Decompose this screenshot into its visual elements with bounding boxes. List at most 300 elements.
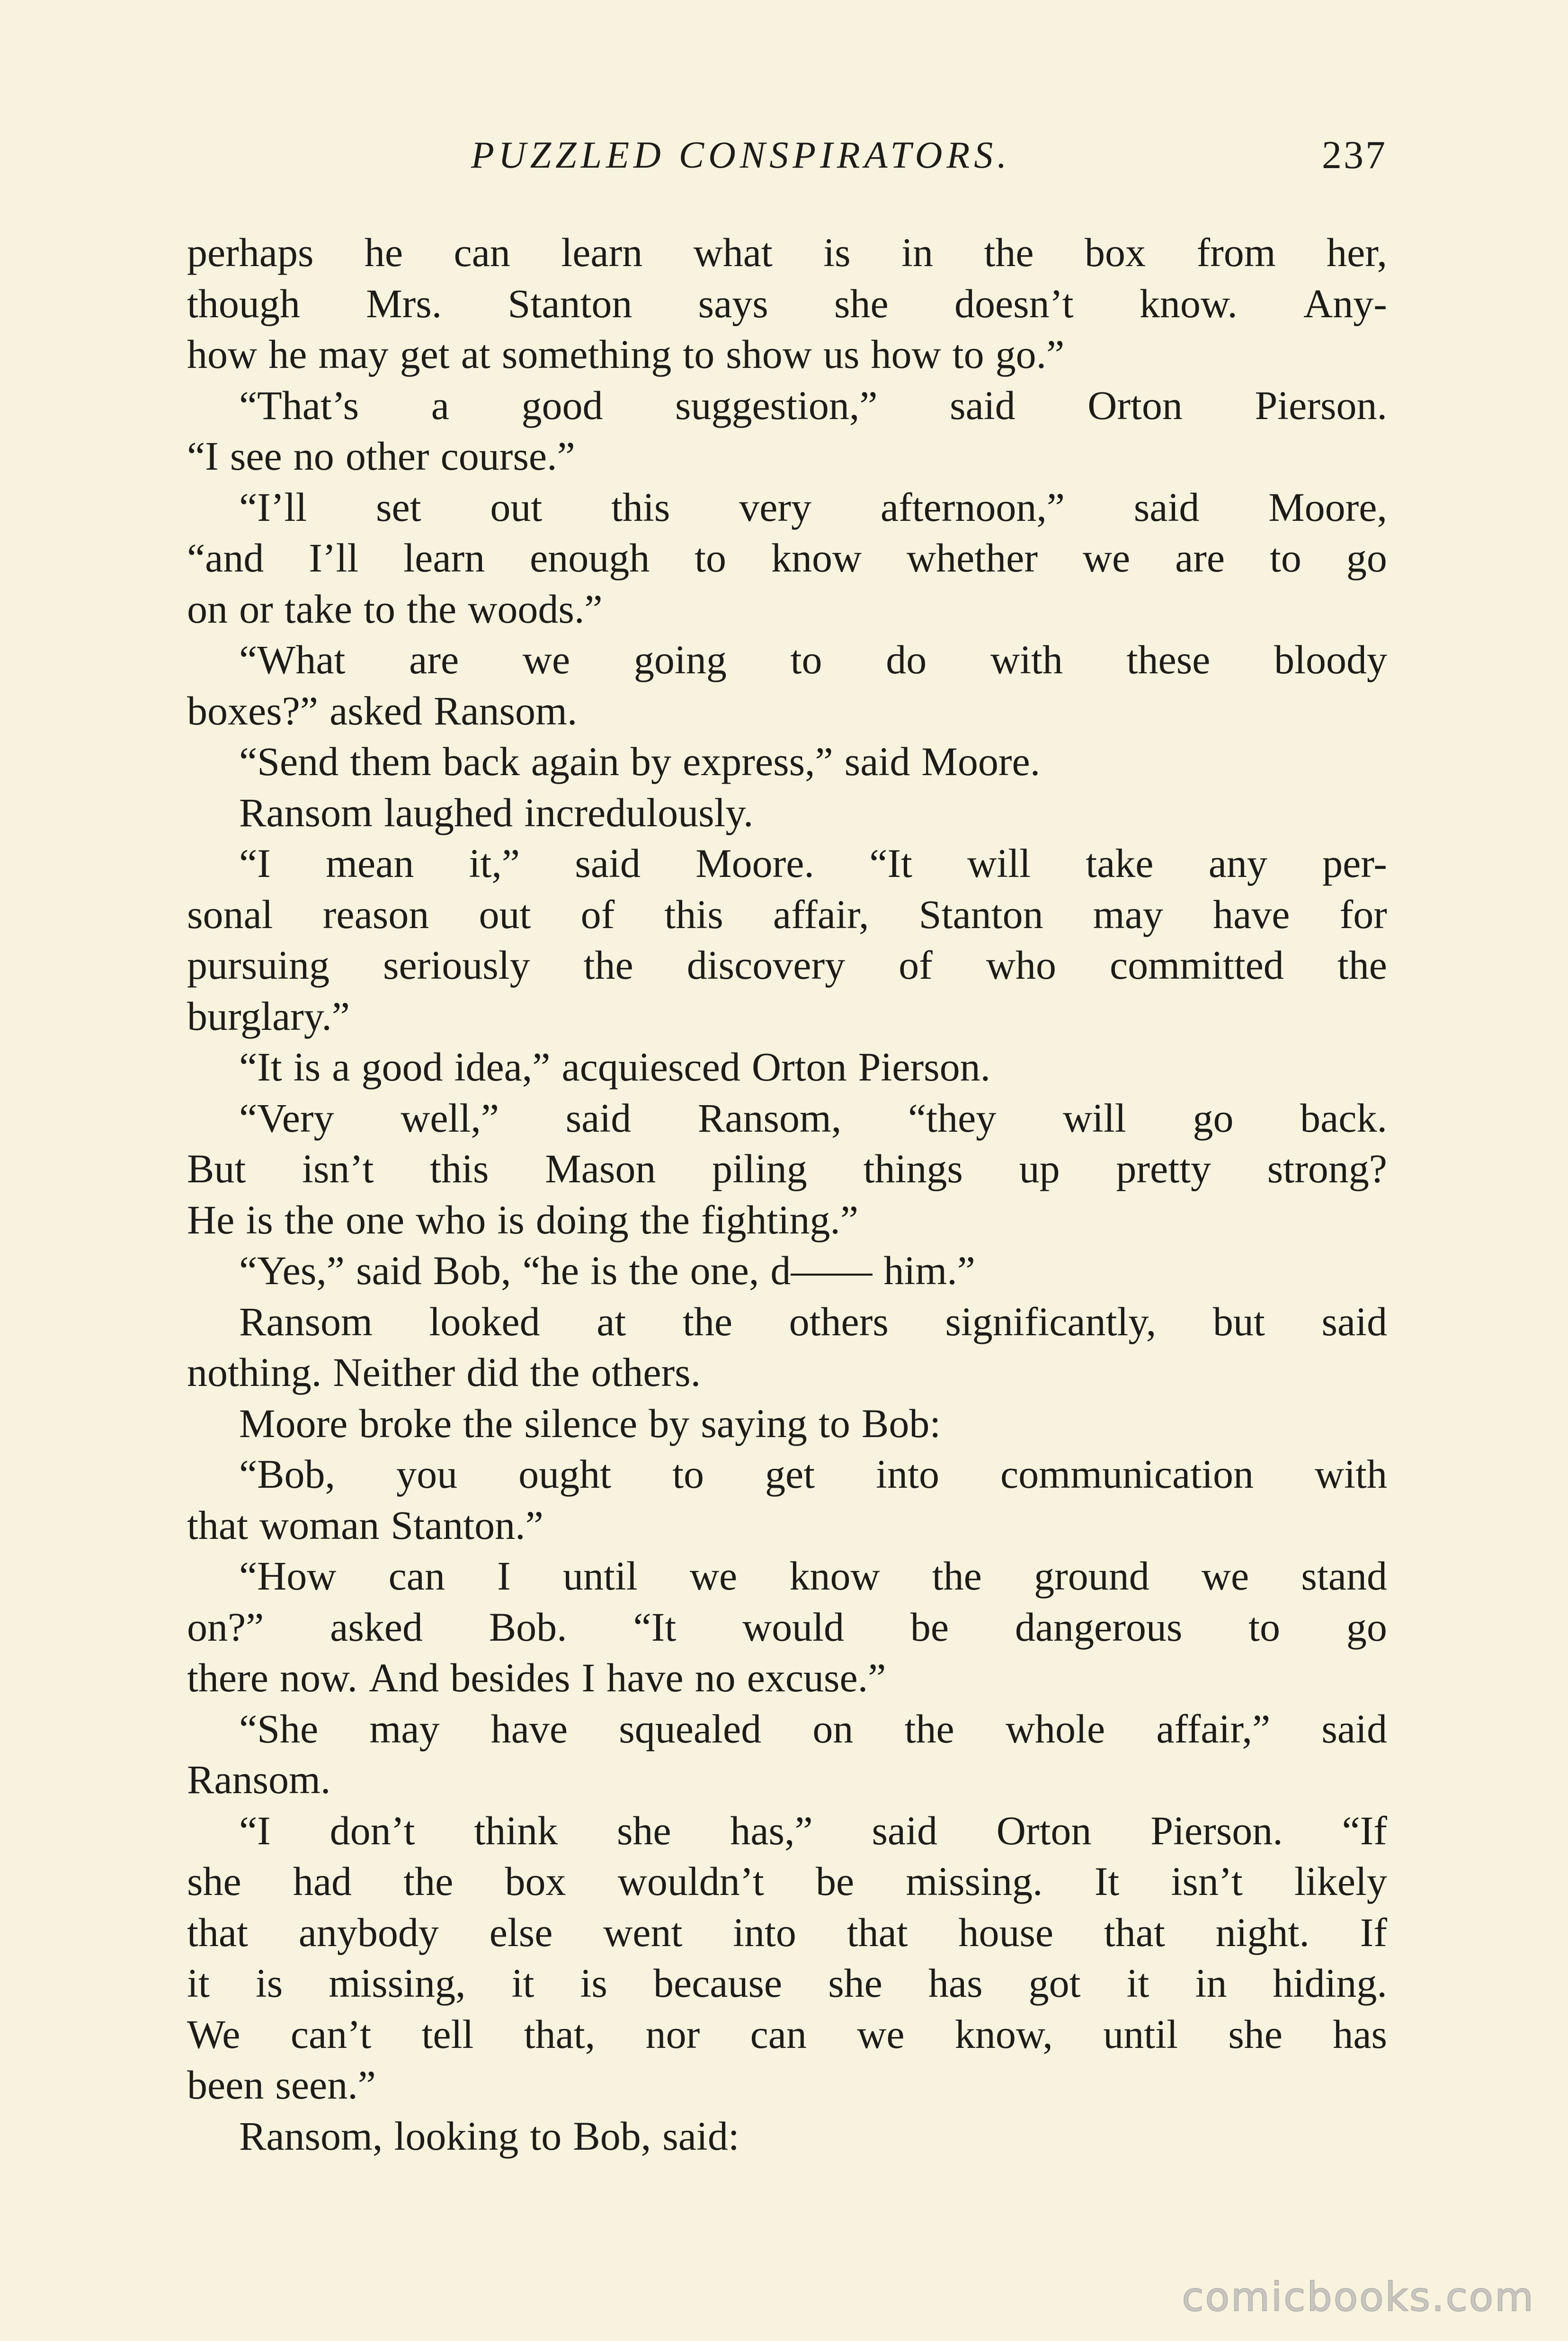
word: “I (239, 1807, 271, 1853)
word: missing, (329, 1960, 466, 2006)
word: Bob. (489, 1604, 567, 1650)
word: to (952, 331, 984, 377)
word: the (463, 1400, 513, 1446)
word: “How (239, 1553, 337, 1599)
word: Moore, (1268, 484, 1387, 530)
word: Pierson. (1150, 1807, 1283, 1853)
word: take (284, 586, 353, 632)
word: ought (518, 1451, 612, 1497)
word: “What (239, 637, 346, 682)
text-line (187, 889, 1387, 940)
word: her, (1327, 230, 1387, 275)
word: house (958, 1909, 1054, 1955)
word: to (672, 1451, 704, 1497)
word: “Bob, (239, 1451, 336, 1497)
word: said (872, 1807, 937, 1853)
word: excuse.” (747, 1655, 886, 1700)
word: take (1086, 840, 1154, 886)
word: go.” (995, 331, 1065, 377)
text-line (187, 1042, 1387, 1093)
word: get (765, 1451, 815, 1497)
word: went (603, 1909, 683, 1955)
word: out (479, 891, 531, 937)
word: who (416, 1197, 486, 1242)
word: what (693, 230, 773, 275)
word: had (293, 1859, 352, 1904)
word: until (563, 1553, 638, 1599)
word: I (497, 1553, 511, 1599)
body-text (187, 227, 1387, 2162)
word: the (1337, 942, 1387, 988)
word: Moore. (921, 739, 1041, 784)
word: “I (239, 840, 271, 886)
word: Ransom. (187, 1757, 331, 1802)
word: nor (645, 2011, 700, 2057)
word: “they (908, 1095, 997, 1141)
word: well,” (401, 1095, 499, 1141)
word: Stanton (918, 891, 1043, 937)
word: get (400, 331, 450, 377)
word: because (653, 1960, 783, 2006)
word: them (350, 739, 432, 784)
word: has (928, 1960, 983, 2006)
word: perhaps (187, 230, 314, 275)
word: will (1062, 1095, 1126, 1141)
word: again (531, 739, 619, 784)
text-line (187, 1093, 1387, 1144)
word: go (1346, 1604, 1387, 1650)
text-line (187, 2009, 1387, 2060)
word: show (726, 331, 812, 377)
word: Ransom (239, 1298, 373, 1344)
word: looking (394, 2113, 519, 2159)
word: tell (421, 2011, 474, 2057)
word: know. (1139, 280, 1238, 326)
word: Any- (1303, 280, 1387, 326)
text-line (187, 1704, 1387, 1755)
word: with (1315, 1451, 1387, 1497)
word: sonal (187, 891, 273, 937)
word: Moore. (695, 840, 814, 886)
word: Orton (1087, 382, 1183, 428)
word: per- (1322, 840, 1387, 886)
word: He (187, 1197, 235, 1242)
word: Orton (996, 1807, 1092, 1853)
word: him.” (883, 1248, 975, 1293)
word: I’ll (309, 535, 359, 581)
word: wouldn’t (617, 1859, 764, 1904)
word: If (1360, 1909, 1387, 1955)
word: the (629, 1248, 679, 1293)
word: the (932, 1553, 982, 1599)
text-line (187, 1754, 1387, 1805)
word: the (284, 1197, 334, 1242)
word: can (454, 230, 510, 275)
word: to (790, 637, 822, 682)
word: in (1195, 1960, 1227, 2006)
word: from (1196, 230, 1276, 275)
word: you (396, 1451, 458, 1497)
word: bloody (1274, 637, 1387, 682)
word: “It (633, 1604, 677, 1650)
word: on (187, 586, 228, 632)
word: box (1085, 230, 1146, 275)
word: are (1175, 535, 1225, 581)
text-line (187, 329, 1387, 380)
word: “Send (239, 739, 339, 784)
word: do (886, 637, 927, 682)
word: things (863, 1146, 963, 1191)
word: “Very (239, 1095, 334, 1141)
word: a (332, 1044, 350, 1090)
word: no (293, 433, 334, 479)
word: saying (701, 1400, 807, 1446)
text-line (187, 482, 1387, 533)
word: did (466, 1349, 519, 1395)
word: anybody (298, 1909, 439, 1955)
word: good (521, 382, 603, 428)
word: can (750, 2011, 807, 2057)
word: is (255, 1960, 283, 2006)
word: to (364, 586, 396, 632)
word: Moore (239, 1400, 348, 1446)
word: “and (187, 535, 264, 581)
word: he (268, 331, 307, 377)
word: going (633, 637, 727, 682)
word: Pierson. (858, 1044, 991, 1090)
text-line (187, 940, 1387, 991)
word: else (489, 1909, 553, 1955)
word: stand (1301, 1553, 1387, 1599)
word: it (187, 1960, 210, 2006)
word: can’t (290, 2011, 372, 2057)
word: night. (1215, 1909, 1310, 1955)
word: doesn’t (954, 280, 1074, 326)
word: afternoon,” (880, 484, 1065, 530)
word: go (1193, 1095, 1234, 1141)
text-line (187, 584, 1387, 635)
word: isn’t (1171, 1859, 1243, 1904)
word: likely (1294, 1859, 1387, 1904)
word: into (876, 1451, 939, 1497)
word: discovery (686, 942, 846, 988)
word: learn (403, 535, 485, 581)
word: said (844, 739, 910, 784)
word: fighting.” (701, 1197, 858, 1242)
word: said (575, 840, 641, 886)
word: boxes?” (187, 688, 318, 733)
word: is (580, 1960, 607, 2006)
word: has,” (730, 1807, 813, 1853)
word: the (583, 942, 633, 988)
word: the (403, 1859, 454, 1904)
word: Ransom, (697, 1095, 842, 1141)
text-line (187, 1856, 1387, 1907)
word: affair, (773, 891, 869, 937)
word: said (356, 1248, 422, 1293)
word: one (345, 1197, 405, 1242)
word: Orton (751, 1044, 847, 1090)
word: asked (330, 688, 422, 733)
word: been (187, 2062, 264, 2108)
word: set (376, 484, 421, 530)
word: Bob, (433, 1248, 511, 1293)
word: one, (690, 1248, 759, 1293)
text-line (187, 991, 1387, 1042)
text-line (187, 634, 1387, 686)
word: we (857, 2011, 905, 2057)
word: is (590, 1248, 618, 1293)
word: that (187, 1909, 248, 1955)
word: though (187, 280, 300, 326)
word: Mason (545, 1146, 656, 1191)
word: reason (322, 891, 429, 937)
word: how (871, 331, 941, 377)
word: would (742, 1604, 845, 1650)
word: Neither (333, 1349, 455, 1395)
word: he (364, 230, 403, 275)
word: of (899, 942, 933, 988)
word: laughed (383, 789, 513, 835)
word: “It (869, 840, 912, 886)
word: is (497, 1197, 525, 1242)
word: think (474, 1807, 558, 1853)
word: woman (259, 1502, 380, 1548)
word: are (409, 637, 459, 682)
word: We (187, 2011, 241, 2057)
word: pretty (1116, 1146, 1212, 1191)
running-title: PUZZLED CONSPIRATORS. (471, 134, 1011, 176)
word: to (1270, 535, 1301, 581)
word: Ransom. (433, 688, 578, 733)
word: by (631, 739, 672, 784)
word: can (388, 1553, 445, 1599)
word: isn’t (302, 1146, 374, 1191)
text-line (187, 1245, 1387, 1296)
word: to (530, 2113, 562, 2159)
word: strong? (1267, 1146, 1387, 1191)
word: Pierson. (1255, 382, 1387, 428)
word: good (361, 1044, 443, 1090)
word: “Yes,” (239, 1248, 345, 1293)
word: this (611, 484, 670, 530)
word: may (318, 331, 389, 377)
word: a (431, 382, 449, 428)
word: dangerous (1015, 1604, 1183, 1650)
text-line (187, 1653, 1387, 1704)
word: see (230, 433, 282, 479)
word: It (1094, 1859, 1120, 1904)
word: silence (524, 1400, 638, 1446)
word: course.” (440, 433, 575, 479)
word: besides (450, 1655, 570, 1700)
word: may (1093, 891, 1163, 937)
word: “If (1342, 1807, 1387, 1853)
word: to (1248, 1604, 1281, 1650)
word: we (1082, 535, 1131, 581)
word: “he (522, 1248, 579, 1293)
word: she (187, 1859, 241, 1904)
word: “She (239, 1706, 319, 1751)
word: seriously (383, 942, 530, 988)
word: But (187, 1146, 246, 1191)
word: out (490, 484, 543, 530)
text-line (187, 533, 1387, 584)
word: we (689, 1553, 738, 1599)
word: on?” (187, 1604, 264, 1650)
word: know (771, 535, 862, 581)
word: have (490, 1706, 568, 1751)
text-line (187, 278, 1387, 330)
word: acquiesced (561, 1044, 740, 1090)
text-line (187, 1500, 1387, 1551)
word: “I (187, 433, 219, 479)
word: or (239, 586, 273, 632)
word: the (530, 1349, 580, 1395)
word: she (828, 1960, 882, 2006)
word: burglary.” (187, 993, 350, 1039)
text-line (187, 1195, 1387, 1246)
text-line (187, 380, 1387, 431)
word: said: (662, 2113, 739, 2159)
word: Bob, (573, 2113, 651, 2159)
word: be (910, 1604, 949, 1650)
word: to (683, 331, 715, 377)
word: by (649, 1400, 690, 1446)
word: she (616, 1807, 671, 1853)
word: the (904, 1706, 954, 1751)
word: is (823, 230, 851, 275)
word: how (187, 331, 258, 377)
word: whole (1005, 1706, 1105, 1751)
word: broke (359, 1400, 452, 1446)
running-head (187, 127, 1387, 184)
word: it,” (469, 840, 520, 886)
word: we (1201, 1553, 1249, 1599)
word: d—— (770, 1248, 873, 1293)
text-line (187, 1347, 1387, 1398)
word: that, (524, 2011, 596, 2057)
word: something (501, 331, 672, 377)
text-line (187, 1398, 1387, 1449)
word: the (984, 230, 1034, 275)
word: may (369, 1706, 440, 1751)
word: Ransom, (239, 2113, 383, 2159)
word: any (1208, 840, 1267, 886)
word: whether (907, 535, 1038, 581)
word: know, (954, 2011, 1053, 2057)
word: looked (429, 1298, 540, 1344)
word: don’t (330, 1807, 415, 1853)
word: to (695, 535, 727, 581)
word: committed (1110, 942, 1284, 988)
text-line (187, 227, 1387, 278)
word: that (187, 1502, 248, 1548)
text-line (187, 431, 1387, 482)
text-line (187, 787, 1387, 839)
text-line (187, 1551, 1387, 1602)
word: doing (535, 1197, 629, 1242)
text-line (187, 686, 1387, 737)
word: has (1333, 2011, 1387, 2057)
word: have (1213, 891, 1290, 937)
word: Stanton (508, 280, 633, 326)
word: she (834, 280, 889, 326)
word: affair,” (1156, 1706, 1271, 1751)
word: learn (561, 230, 643, 275)
word: on (812, 1706, 854, 1751)
word: asked (330, 1604, 423, 1650)
word: Bob: (861, 1400, 941, 1446)
word: pursuing (187, 942, 330, 988)
word: we (522, 637, 570, 682)
text-line (187, 1805, 1387, 1857)
word: express,” (683, 739, 833, 784)
word: others (789, 1298, 889, 1344)
word: but (1212, 1298, 1265, 1344)
word: now. (279, 1655, 357, 1700)
word: who (986, 942, 1056, 988)
word: ground (1034, 1553, 1149, 1599)
word: is (246, 1197, 273, 1242)
word: hiding. (1273, 1960, 1387, 2006)
word: missing. (906, 1859, 1043, 1904)
word: until (1103, 2011, 1178, 2057)
word: will (967, 840, 1031, 886)
word: got (1028, 1960, 1081, 2006)
word: said (565, 1095, 632, 1141)
word: that (1104, 1909, 1165, 1955)
text-line (187, 838, 1387, 889)
word: back (443, 739, 520, 784)
word: have (606, 1655, 684, 1700)
word: for (1339, 891, 1387, 937)
word: the (640, 1197, 690, 1242)
page-number: 237 (1322, 133, 1387, 177)
watermark-logo: comicbooks.com (1182, 2274, 1535, 2320)
word: there (187, 1655, 268, 1700)
word: at (461, 331, 490, 377)
word: said (1321, 1298, 1387, 1344)
word: up (1019, 1146, 1060, 1191)
word: go (1346, 535, 1387, 581)
text-line (187, 2111, 1387, 2162)
word: us (823, 331, 860, 377)
word: “That’s (239, 382, 359, 428)
word: know (789, 1553, 880, 1599)
word: Mrs. (366, 280, 442, 326)
word: other (345, 433, 429, 479)
word: “I’ll (239, 484, 307, 530)
word: in (901, 230, 934, 275)
word: nothing. (187, 1349, 322, 1395)
word: idea,” (454, 1044, 551, 1090)
word: woods.” (468, 586, 603, 632)
text-line (187, 1602, 1387, 1653)
word: Stanton.” (391, 1502, 543, 1548)
word: it (1126, 1960, 1149, 2006)
word: is (293, 1044, 321, 1090)
text-line (187, 736, 1387, 787)
word: of (580, 891, 615, 937)
word: be (815, 1859, 855, 1904)
word: seen.” (275, 2062, 376, 2108)
word: says (698, 280, 768, 326)
word: to (818, 1400, 850, 1446)
word: And (369, 1655, 439, 1700)
word: I (581, 1655, 596, 1700)
word: suggestion,” (675, 382, 878, 428)
